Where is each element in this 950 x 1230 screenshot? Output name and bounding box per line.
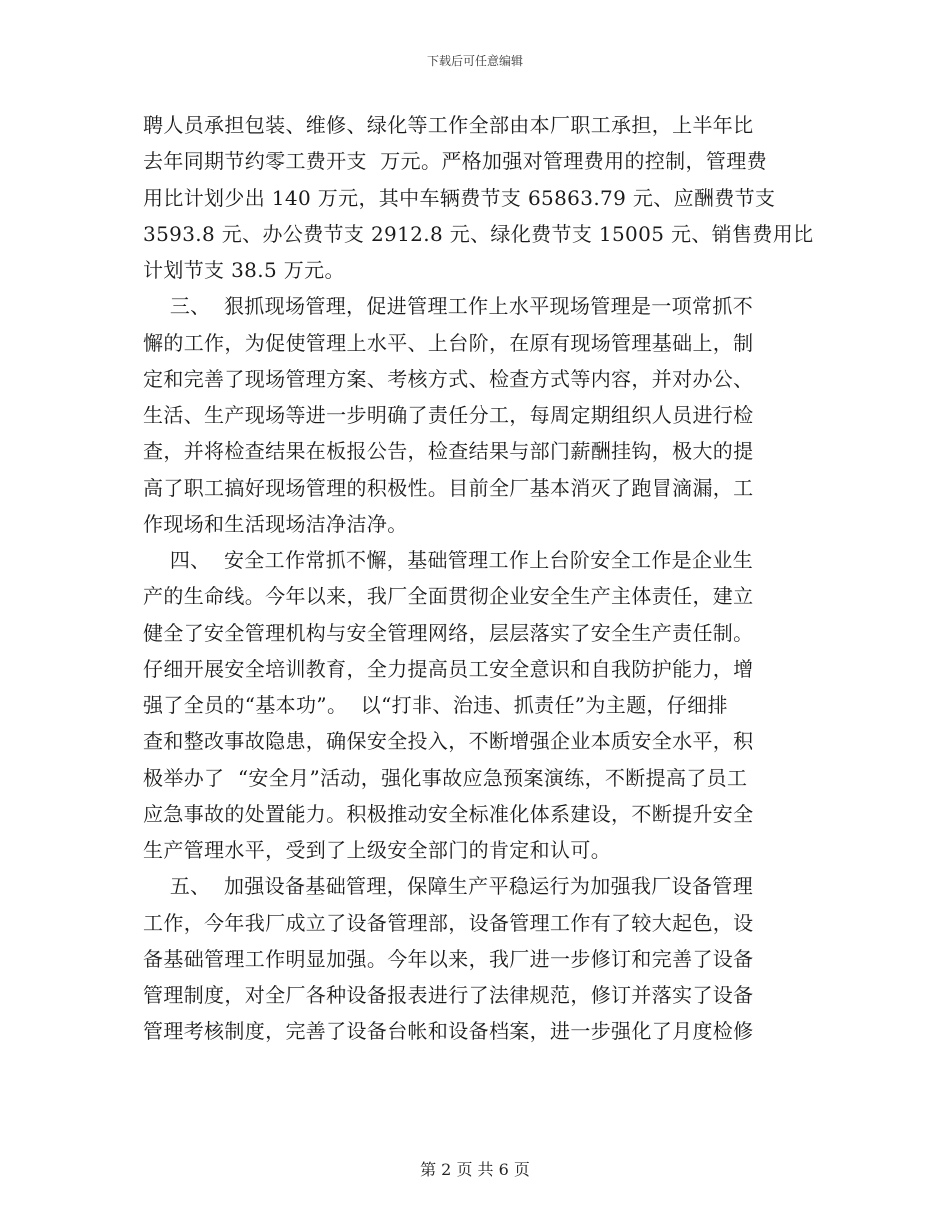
text-line: 极举办了 “安全月”活动，强化事故应急预案演练，不断提高了员工 <box>143 765 748 790</box>
text-line: 作现场和生活现场洁净洁净。 <box>143 511 408 536</box>
text-line: 高了职工搞好现场管理的积极性。目前全厂基本消灭了跑冒滴漏，工 <box>143 475 754 500</box>
document-body <box>143 111 814 1054</box>
text-line: 查，并将检查结果在板报公告，检查结果与部门薪酬挂钩，极大的提 <box>143 439 754 464</box>
text-line: 管理考核制度，完善了设备台帐和设备档案，进一步强化了月度检修 <box>143 1019 754 1044</box>
text-line: 仔细开展安全培训教育，全力提高员工安全意识和自我防护能力，增 <box>143 656 754 681</box>
text-line: 聘人员承担包装、维修、绿化等工作全部由本厂职工承担，上半年比 <box>143 113 754 137</box>
section-5-heading-line: 五、 加强设备基础管理，保障生产平稳运行为加强我厂设备管理 <box>143 874 754 899</box>
text-line: 计划节支 38.5 万元。 <box>143 258 345 282</box>
page-number-footer: 第 2 页 共 6 页 <box>420 1160 530 1179</box>
text-line: 健全了安全管理机构与安全管理网络，层层落实了安全生产责任制。 <box>143 620 754 645</box>
page-header: 下载后可任意编辑 <box>426 54 523 68</box>
text-line: 查和整改事故隐患，确保安全投入，不断增强企业本质安全水平，积 <box>143 729 754 754</box>
section-4-heading-line: 四、 安全工作常抓不懈，基础管理工作上台阶安全工作是企业生 <box>143 548 754 572</box>
text-line: 应急事故的处置能力。积极推动安全标准化体系建设，不断提升安全 <box>143 801 754 826</box>
text-line: 用比计划少出 140 万元，其中车辆费节支 65863.79 元、应酬费节支 <box>143 185 776 210</box>
section-3-heading-line: 三、 狠抓现场管理，促进管理工作上水平现场管理是一项常抓不 <box>143 294 754 319</box>
text-line: 去年同期节约零工费开支 万元。严格加强对管理费用的控制，管理费 <box>143 149 767 174</box>
text-line: 懈的工作，为促使管理上水平、上台阶，在原有现场管理基础上，制 <box>143 330 754 355</box>
text-line: 工作，今年我厂成立了设备管理部，设备管理工作有了较大起色，设 <box>143 910 754 935</box>
text-line: 生活、生产现场等进一步明确了责任分工，每周定期组织人员进行检 <box>143 403 754 427</box>
text-line: 定和完善了现场管理方案、考核方式、检查方式等内容，并对办公、 <box>143 366 754 391</box>
text-line: 备基础管理工作明显加强。今年以来，我厂进一步修订和完善了设备 <box>143 946 754 971</box>
text-line: 3593.8 元、办公费节支 2912.8 元、绿化费节支 15005 元、销售费用比 <box>143 221 814 246</box>
text-line: 产的生命线。今年以来，我厂全面贯彻企业安全生产主体责任，建立 <box>143 584 754 609</box>
text-line: 强了全员的“基本功”。 以“打非、治违、抓责任”为主题，仔细排 <box>143 693 728 717</box>
text-line: 管理制度，对全厂各种设备报表进行了法律规范，修订并落实了设备 <box>143 983 754 1007</box>
text-line: 生产管理水平，受到了上级安全部门的肯定和认可。 <box>143 838 612 862</box>
